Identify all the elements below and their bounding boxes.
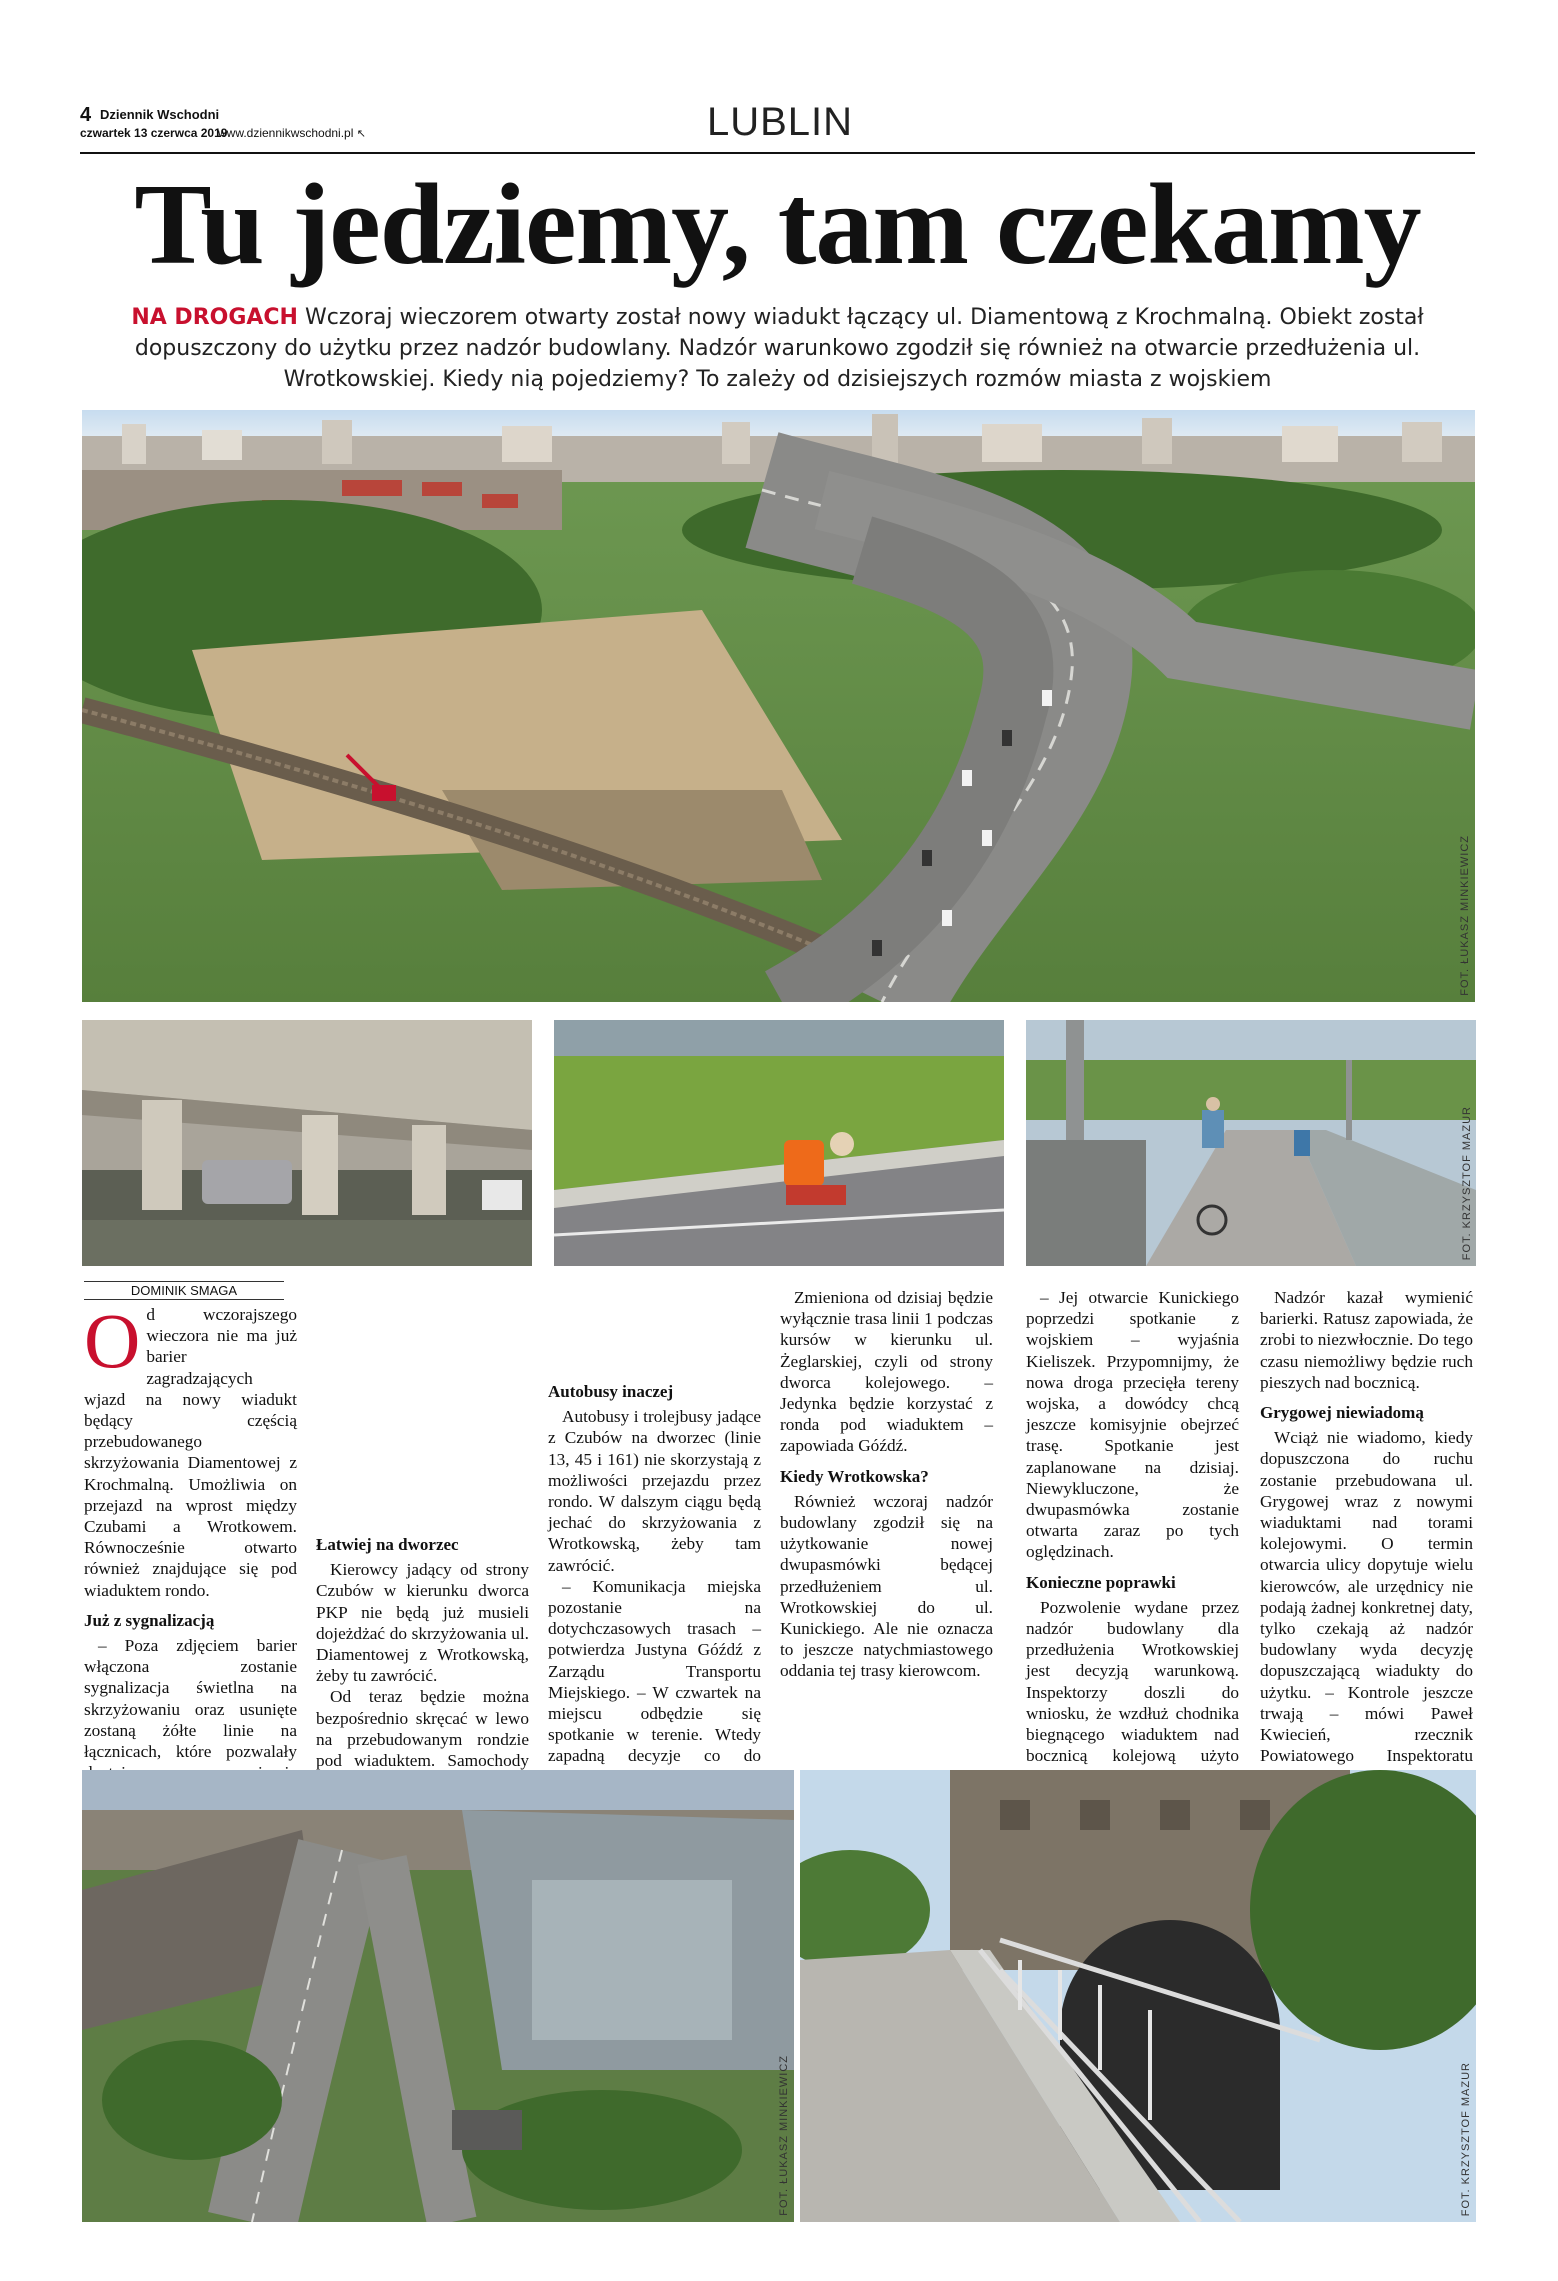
cursor-icon: ↖: [356, 128, 366, 140]
photo-credit-main: FOT. ŁUKASZ MINKIEWICZ: [1459, 835, 1471, 996]
article-column-6: [1260, 1287, 1473, 1809]
photo-viaduct-underside: [82, 1020, 532, 1266]
aerial-street-illustration: [82, 1770, 794, 2222]
paragraph-autobusy-2: – Komunikacja miejska pozostanie na dotychczasowych trasach – potwierdza Justyna Góźdź z Zarządu Transportu Miejskiego. – W czwartek na miejscu odbędzie się spotkanie w terenie. Wtedy zapadną decyzje co do: [548, 1576, 761, 1766]
drop-cap: O: [84, 1297, 141, 1384]
photo-footbridge: [800, 1770, 1476, 2222]
lead-kicker: NA DROGACH: [131, 305, 298, 330]
subhead-poprawki: Konieczne poprawki: [1026, 1572, 1176, 1592]
url-text[interactable]: www.dziennikwschodni.pl: [218, 126, 354, 140]
subhead-dworzec: Łatwiej na dworzec: [316, 1535, 459, 1554]
cyclists-illustration: [1026, 1020, 1476, 1266]
headline: Tu jedziemy, tam czekamy: [134, 161, 1421, 289]
photo-credit-bottom-left: FOT. ŁUKASZ MINKIEWICZ: [778, 2055, 790, 2216]
header-rule: [80, 152, 1475, 154]
publication-url[interactable]: [218, 126, 366, 140]
road-worker-illustration: [554, 1020, 1004, 1266]
paragraph-wrotkowska-2: – Jej otwarcie Kunickiego poprzedzi spotkanie z wojskiem – wyjaśnia Kieliszek. Przypomnijmy, że nowa droga przecięła tereny wojska, a dowódcy chcą jeszcze komisyjnie obejrzeć trasę. Spotkanie jest zaplanowane na dzisiaj. Niewykluczone, że dwupasmówka zostanie otwarta zaraz po tych oględzinach.: [1026, 1288, 1239, 1562]
lead-text: Wczoraj wieczorem otwarty został nowy wiadukt łączący ul. Diamentową z Krochmalną. Obiekt został dopuszczony do użytku przez nadzór budowlany. Nadzór warunkowo zgodził się również na otwarcie przedłużenia ul. Wrotkowskiej. Kiedy nią pojedziemy? To zależy od dzisiejszych rozmów miasta z wojskiem: [134, 305, 1424, 392]
page-number: 4: [80, 104, 92, 126]
section-title: LUBLIN: [706, 100, 854, 144]
issue-date: czwartek 13 czerwca 2019: [80, 126, 228, 140]
main-aerial-photo: [82, 410, 1475, 1002]
paragraph-dworzec-1: Kierowcy jadący od strony Czubów w kierunku dworca PKP nie będą już musieli dojeżdżać do skrzyżowania ul. Diamentowej z Wrotkowską, żeby tu zawrócić.: [316, 1560, 529, 1686]
article-column-3: [548, 1372, 761, 1788]
byline: DOMINIK SMAGA: [84, 1281, 284, 1300]
subhead-autobusy: Autobusy inaczej: [548, 1382, 674, 1401]
subhead-wrotkowska: Kiedy Wrotkowska?: [780, 1466, 929, 1486]
paragraph-autobusy-1: Autobusy i trolejbusy jadące z Czubów na dworzec (linie 13, 45 i 161) nie skorzystają z możliwości przejazdu przez rondo. W dalszym ciągu będą jechać do skrzyżowania z Wrotkowską, żeby tam zawrócić.: [548, 1407, 761, 1575]
viaduct-underside-illustration: [82, 1020, 532, 1266]
paragraph-sygnalizacja: – Poza zdjęciem barier włączona zostanie sygnalizacja świetlna na skrzyżowaniu oraz usunięte zostaną żółte linie na łącznicach, które pozwalały: [84, 1636, 297, 1762]
paragraph-grygowej: Wciąż nie wiadomo, kiedy dopuszczona do ruchu zostanie przebudowana ul. Grygowej wraz z nowymi wiaduktami nad torami kolejowymi. O termin otwarcia ulicy dopytuje wielu kierowców, ale urzędnicy nie podają żadnej konkretnej daty, tylko czekają aż nadzór budowlany wyda decyzję dopuszczającą wiadukty do użytku. – Kontrole jeszcze trwają – mówi Paweł Kwiecień, rzecznik Powiatowego Inspektoratu: [1260, 1428, 1473, 1766]
photo-aerial-street: [82, 1770, 794, 2222]
publication-name: Dziennik Wschodni: [100, 107, 220, 122]
paragraph-poprawki-1: Pozwolenie wydane przez nadzór budowlany dla przedłużenia Wrotkowskiej jest decyzją warunkową. Inspektorzy doszli do wniosku, że wzdłuż chodnika biegnącego wiaduktem nad bocznicą kolejową użyto: [1026, 1597, 1239, 1766]
paragraph-dworzec-2: Od teraz będzie można bezpośrednio skręcać w lewo na przebudowanym rondzie pod wiaduktem. Samochody: [316, 1687, 529, 1771]
photo-road-worker: [554, 1020, 1004, 1266]
paragraph-wrotkowska-1: Również wczoraj nadzór budowlany zgodził się na użytkowanie nowej dwupasmówki będącej przedłużeniem ul. Wrotkowskiej do ul. Kunickiego. Ale nie oznacza to jeszcze natychmiastowego oddania tej trasy kierowcom.: [780, 1491, 993, 1681]
subhead-grygowej: Grygowej niewiadomą: [1260, 1403, 1424, 1423]
footbridge-illustration: [800, 1770, 1476, 2222]
subhead-sygnalizacja: Już z sygnalizacją: [84, 1610, 215, 1630]
intro-text: d wczorajszego wieczora nie ma już barier zagradzających wjazd na nowy wiadukt będący częścią przebudowanego skrzyżowania Diamentowej z Krochmalną. Umożliwia on przejazd na wprost między Czubami a Wrotkowem. Równocześnie otwarto również znajdujące się pod wiaduktem rondo.: [84, 1305, 297, 1600]
photo-credit-bottom-right: FOT. KRZYSZTOF MAZUR: [1460, 2061, 1472, 2216]
paragraph-linia-1: Zmieniona od dzisiaj będzie wyłącznie trasa linii 1 podczas kursów w kierunku ul. Żeglarskiej, czyli od strony dworca kolejowego. – Jedynka będzie korzystać z ronda pod wiaduktem – zapowiada Góźdź.: [780, 1288, 993, 1456]
aerial-photo-illustration: [82, 410, 1475, 1002]
paragraph-poprawki-2: Nadzór kazał wymienić barierki. Ratusz zapowiada, że zrobi to niezwłocznie. Do tego czasu niemożliwy będzie ruch pieszych nad bocznicą.: [1260, 1288, 1473, 1392]
lead-paragraph: [100, 302, 1455, 395]
photo-cyclists: [1026, 1020, 1476, 1266]
photo-credit-row2: FOT. KRZYSZTOF MAZUR: [1461, 1105, 1473, 1260]
article-column-5: [1026, 1287, 1239, 1830]
article-column-4: [780, 1287, 993, 1682]
article-intro: [84, 1297, 297, 1601]
